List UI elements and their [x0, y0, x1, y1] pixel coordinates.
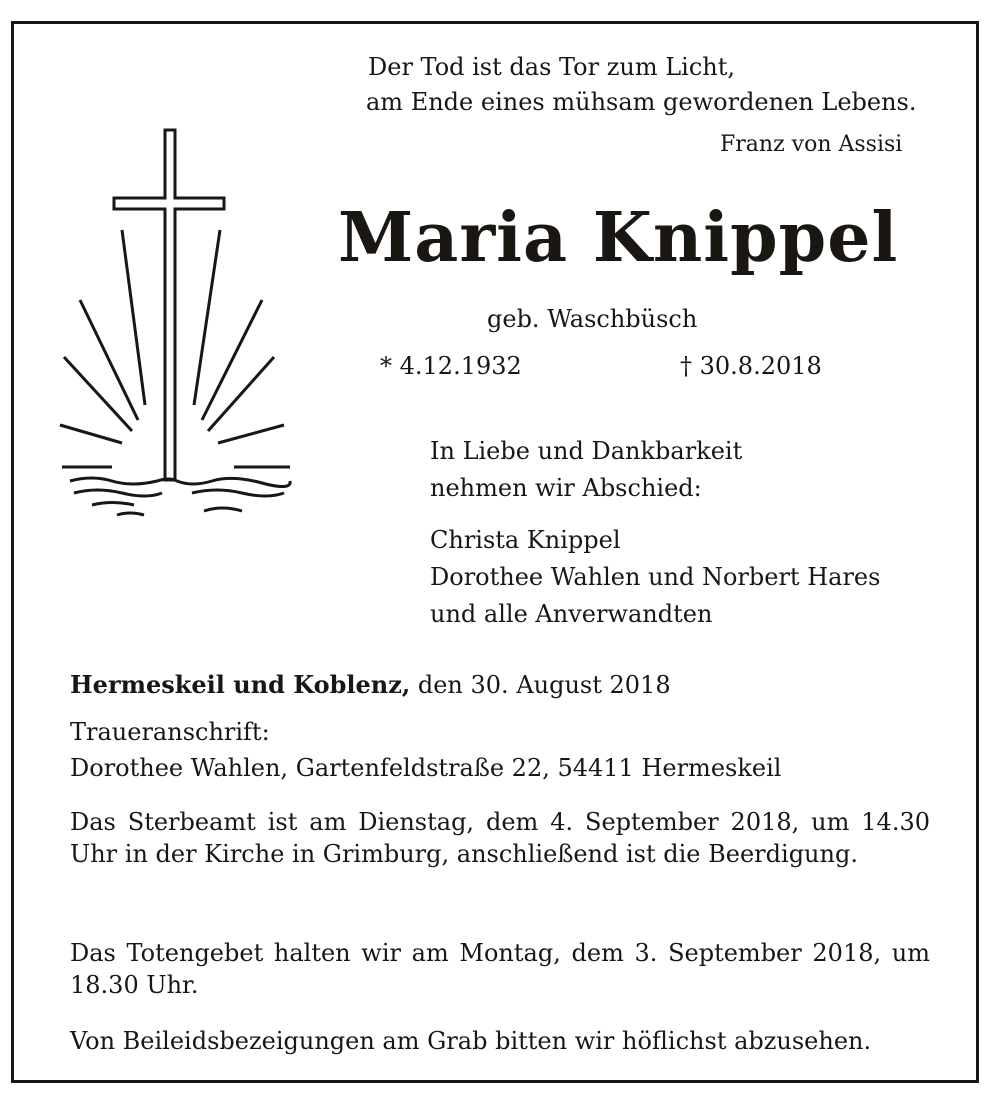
birth-name: geb. Waschbüsch: [487, 305, 698, 333]
birth-date: * 4.12.1932: [380, 352, 522, 380]
condolence-note: Von Beileidsbezeigungen am Grab bitten wir höflichst abzusehen.: [70, 1027, 872, 1055]
death-date: † 30.8.2018: [680, 352, 822, 380]
mourner-name: Dorothee Wahlen und Norbert Hares: [430, 563, 881, 591]
mourners-intro-1: In Liebe und Dankbarkeit: [430, 437, 743, 465]
funeral-info: Das Sterbeamt ist am Dienstag, dem 4. September 2018, um 14.30 Uhr in der Kirche in Grimburg, anschließend ist die Beerdigung.: [70, 808, 930, 868]
notice-date: den 30. August 2018: [410, 671, 671, 699]
mourner-name: Christa Knippel: [430, 526, 621, 554]
mourners-intro-2: nehmen wir Abschied:: [430, 474, 702, 502]
mourning-address: Dorothee Wahlen, Gartenfeldstraße 22, 54411 Hermeskeil: [70, 754, 782, 782]
quote-line-2: am Ende eines mühsam gewordenen Lebens.: [366, 88, 917, 116]
address-label: Traueranschrift:: [70, 718, 270, 746]
place-date-line: [70, 669, 671, 701]
quote-author: Franz von Assisi: [720, 132, 903, 157]
cross-with-rays-icon: [52, 125, 302, 525]
quote-line-1: Der Tod ist das Tor zum Licht,: [368, 53, 735, 81]
prayer-info: Das Totengebet halten wir am Montag, dem 3. September 2018, um 18.30 Uhr.: [70, 939, 930, 999]
deceased-name: Maria Knippel: [338, 198, 899, 278]
mourner-name: und alle Anverwandten: [430, 600, 713, 628]
place-names: Hermeskeil und Koblenz,: [70, 670, 411, 699]
